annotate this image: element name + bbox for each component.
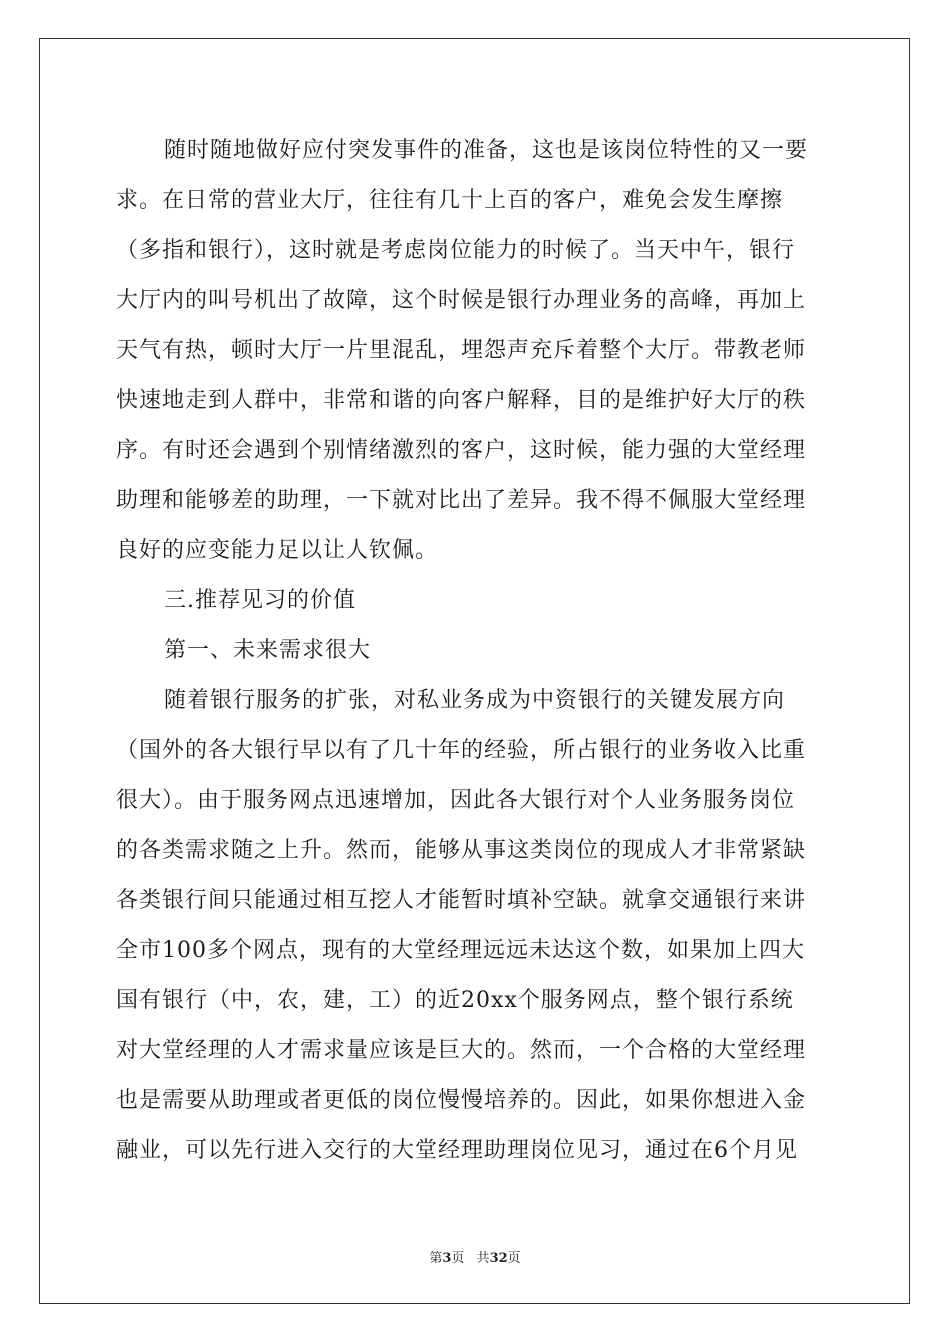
text-line: 良好的应变能力足以让人钦佩。 <box>116 538 439 563</box>
text-line: 也是需要从助理或者更低的岗位慢慢培养的。因此，如果你想进入金 <box>116 1088 807 1113</box>
text-line: 第一、未来需求很大 <box>164 638 372 663</box>
text-line: （多指和银行），这时就是考虑岗位能力的时候了。当天中午，银行 <box>116 238 796 263</box>
page-suffix: 页 <box>451 1251 465 1266</box>
text-line: 随时随地做好应付突发事件的准备，这也是该岗位特性的又一要 <box>164 138 809 163</box>
text-line: 随着银行服务的扩张，对私业务成为中资银行的关键发展方向 <box>164 688 786 713</box>
text-line: 各类银行间只能通过相互挖人才能暂时填补空缺。就拿交通银行来讲 <box>116 888 807 913</box>
page-indicator <box>429 1251 464 1266</box>
total-suffix: 页 <box>507 1251 521 1266</box>
text-line: 求。在日常的营业大厅，往往有几十上百的客户，难免会发生摩擦 <box>116 188 784 213</box>
total-pages: 32 <box>489 1251 508 1266</box>
text-line: 对大堂经理的人才需求量应该是巨大的。然而，一个合格的大堂经理 <box>116 1038 807 1063</box>
text-line: 天气有热，顿时大厅一片里混乱，埋怨声充斥着整个大厅。带教老师 <box>116 338 807 363</box>
text-line: 的各类需求随之上升。然而，能够从事这类岗位的现成人才非常紧缺 <box>116 838 807 863</box>
page-footer <box>0 1247 950 1266</box>
text-line: 全市100多个网点，现有的大堂经理远远未达这个数，如果加上四大 <box>116 938 805 963</box>
page-number: 3 <box>442 1251 452 1266</box>
text-line: 国有银行（中，农，建，工）的近20xx个服务网点，整个银行系统 <box>116 988 794 1013</box>
text-line: 融业，可以先行进入交行的大堂经理助理岗位见习，通过在6个月见 <box>116 1138 798 1163</box>
page-prefix: 第 <box>429 1251 443 1266</box>
text-line: 很大）。由于服务网点迅速增加，因此各大银行对个人业务服务岗位 <box>116 788 796 813</box>
document-body <box>116 126 836 1176</box>
total-indicator <box>477 1251 521 1266</box>
text-line: 三.推荐见习的价值 <box>164 588 356 613</box>
text-line: 大厅内的叫号机出了故障，这个时候是银行办理业务的高峰，再加上 <box>116 288 807 313</box>
total-prefix: 共 <box>476 1251 490 1266</box>
text-line: 序。有时还会遇到个别情绪激烈的客户，这时候，能力强的大堂经理 <box>116 438 807 463</box>
text-line: 快速地走到人群中，非常和谐的向客户解释，目的是维护好大厅的秩 <box>116 388 807 413</box>
text-line: （国外的各大银行早以有了几十年的经验，所占银行的业务收入比重 <box>116 738 807 763</box>
text-line: 助理和能够差的助理，一下就对比出了差异。我不得不佩服大堂经理 <box>116 488 807 513</box>
